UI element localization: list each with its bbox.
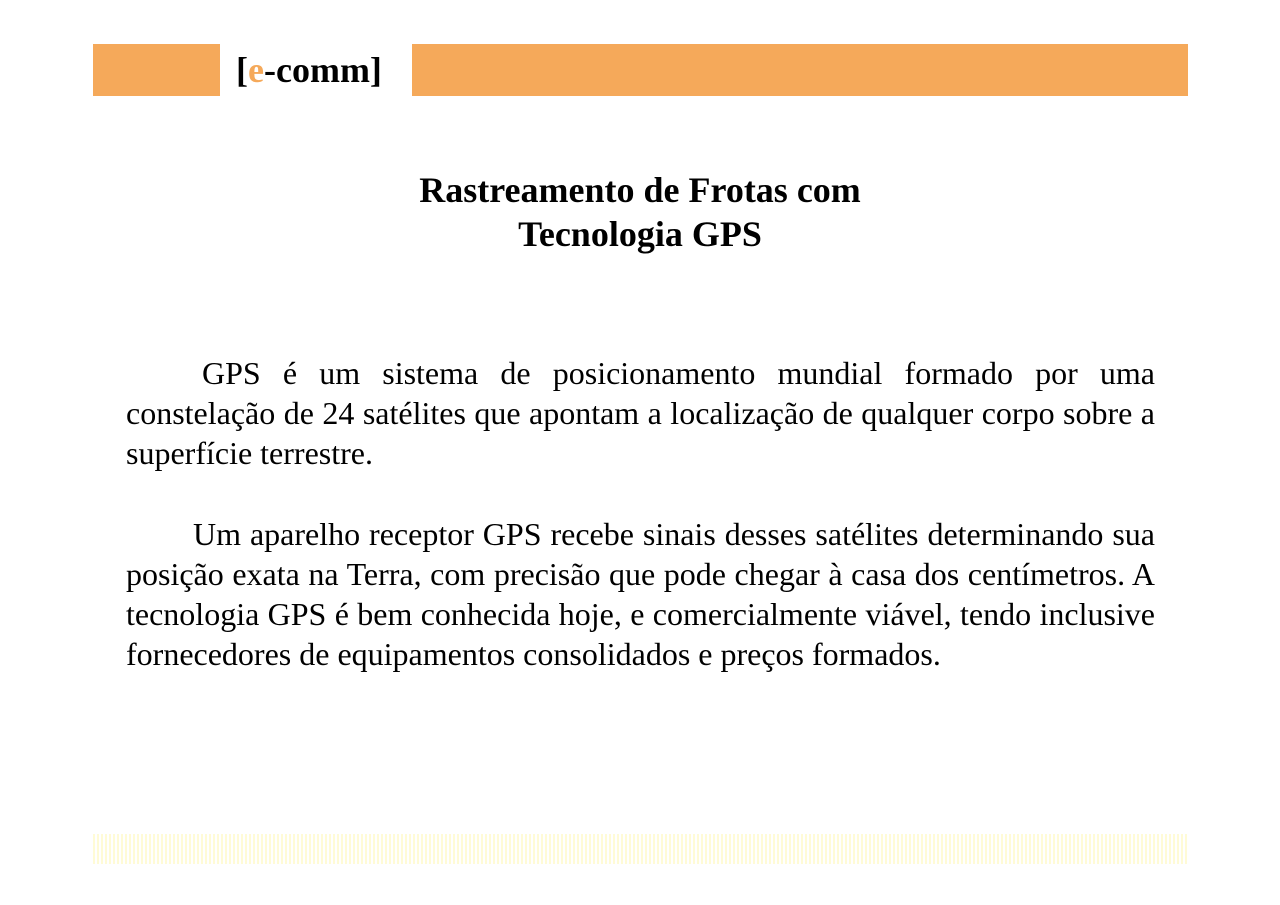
- logo-accent-letter: e: [248, 50, 264, 90]
- title-line-2: Tecnologia GPS: [518, 214, 762, 254]
- footer-stripe: [93, 834, 1188, 864]
- paragraph-gps-definition: GPS é um sistema de posicionamento mundial formado por uma constelação de 24 satélites que apontam a localização de qualquer corpo sobre a superfície terrestre.: [126, 355, 1155, 471]
- page-title: [0, 168, 1280, 256]
- logo-bracket-open: [: [236, 50, 248, 90]
- ecomm-logo: [236, 48, 382, 92]
- title-line-1: Rastreamento de Frotas com: [419, 170, 861, 210]
- logo-text: -comm]: [263, 50, 382, 90]
- header-bar-right: [412, 44, 1188, 96]
- header-bar-left: [93, 44, 220, 96]
- paragraph-gps-receiver: Um aparelho receptor GPS recebe sinais desses satélites determinando sua posição exata na Terra, com precisão que pode chegar à casa dos centímetros. A tecnologia GPS é bem conhecida hoje, e comercialmente viável, tendo inclusive fornecedores de equipamentos consolidados e preços formados.: [126, 516, 1155, 672]
